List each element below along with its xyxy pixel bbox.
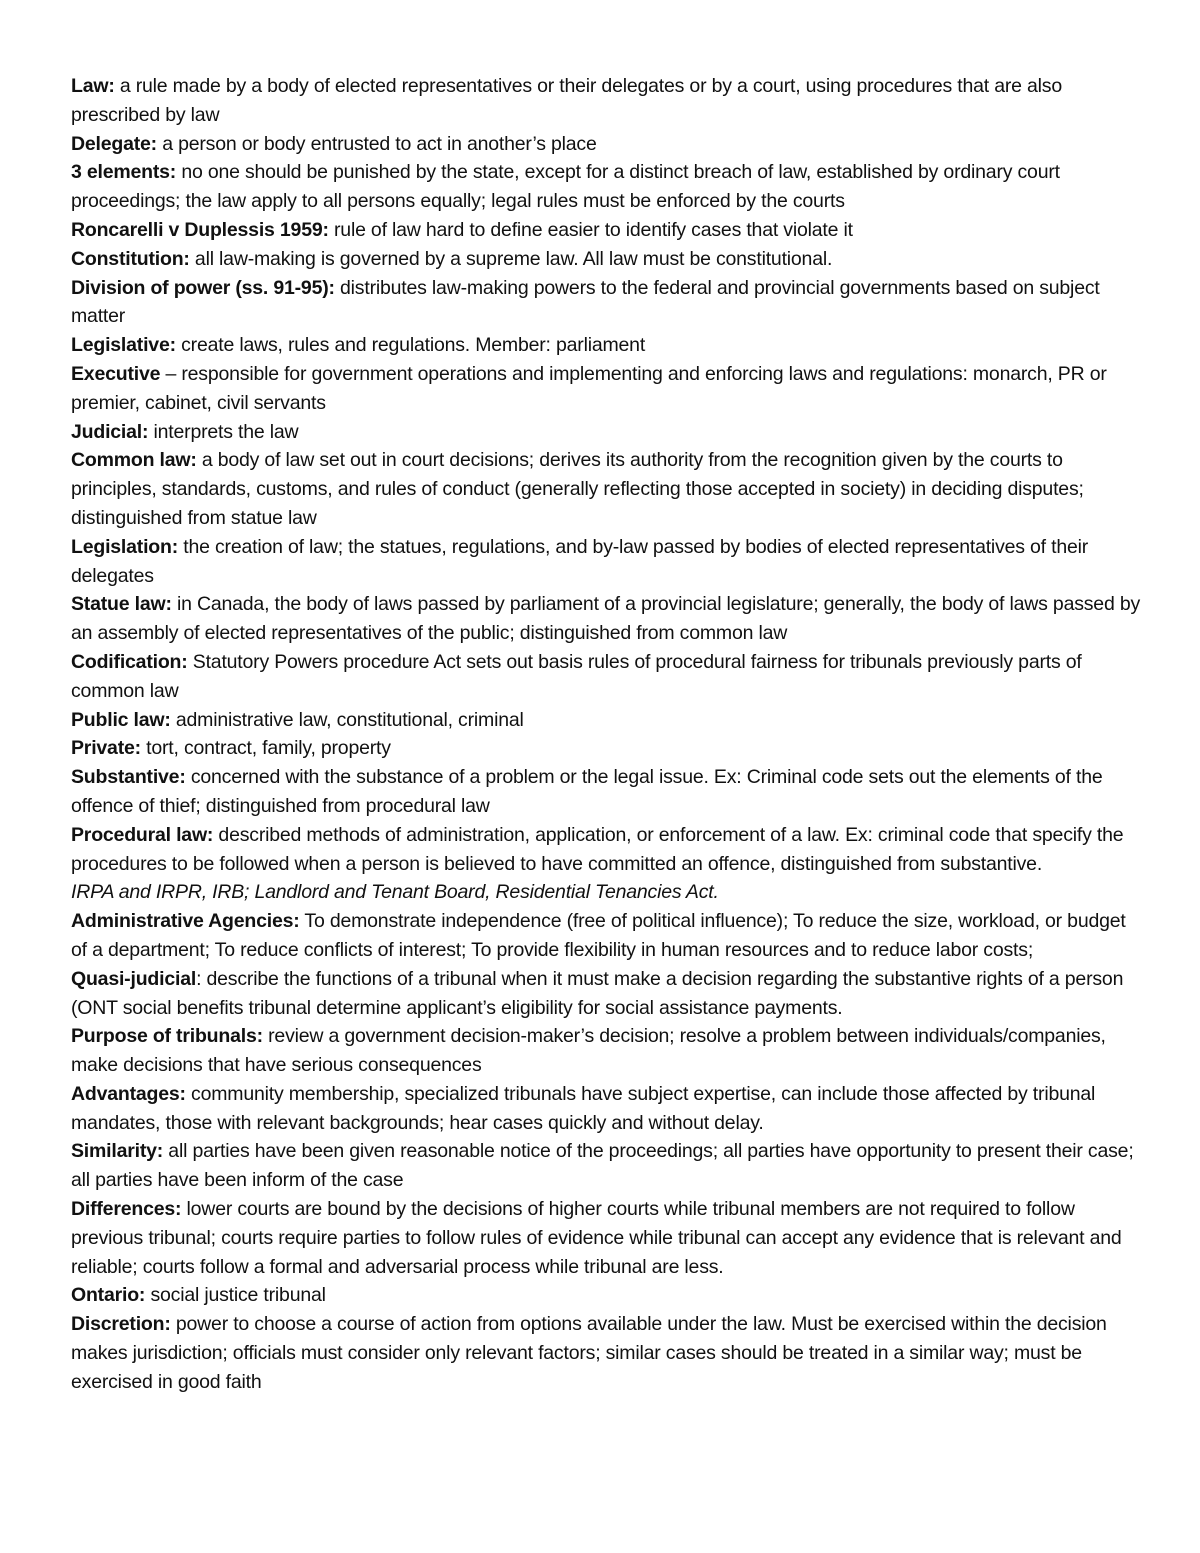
entry-roncarelli (71, 216, 1141, 245)
definition-text: the creation of law; the statues, regulations, and by-law passed by bodies of elected representatives of their delegates (71, 535, 1089, 587)
definition-text: interprets the law (148, 420, 299, 443)
definition-text: described methods of administration, application, or enforcement of a law. Ex: criminal code that specify the procedures to be followed when a person is believed to have committed an offence, distinguished from substantive. (71, 823, 1124, 875)
term-label: Substantive: (71, 766, 186, 789)
term-label: Administrative Agencies: (71, 910, 300, 933)
term-label: Common law: (71, 449, 197, 472)
term-label: Constitution: (71, 247, 190, 270)
entry-purpose-of-tribunals (71, 1022, 1141, 1080)
entry-division-of-power (71, 274, 1141, 332)
term-label: Legislative: (71, 334, 176, 357)
definition-text: – responsible for government operations and implementing and enforcing laws and regulations: monarch, PR or premier, cabinet, civil servants (71, 362, 1107, 414)
definition-text: : describe the functions of a tribunal when it must make a decision regarding the substantive rights of a person (ONT social benefits tribunal determine applicant’s eligibility for social assistance payments. (71, 967, 1124, 1019)
definition-text: all parties have been given reasonable notice of the proceedings; all parties have opportunity to present their case; all parties have been inform of the case (71, 1140, 1134, 1192)
term-label: Similarity: (71, 1140, 164, 1163)
document-page (71, 72, 1141, 1397)
term-label: 3 elements: (71, 161, 177, 184)
entry-quasi-judicial (71, 965, 1141, 1023)
definition-text: a body of law set out in court decisions; derives its authority from the recognition given by the courts to principles, standards, customs, and rules of conduct (generally reflecting those accepted in society) in deciding disputes; distinguished from statue law (71, 449, 1084, 529)
definition-text: a rule made by a body of elected representatives or their delegates or by a court, using procedures that are also prescribed by law (71, 75, 1062, 126)
definition-text: administrative law, constitutional, criminal (170, 708, 524, 731)
definition-text: no one should be punished by the state, except for a distinct breach of law, established by ordinary court proceedings; the law apply to all persons equally; legal rules must be enforced by the courts (71, 161, 1060, 213)
definition-text: lower courts are bound by the decisions of higher courts while tribunal members are not required to follow previous tribunal; courts require parties to follow rules of evidence while tribunal can accept any evidence that is relevant and reliable; courts follow a formal and adversarial process while tribunal are less. (71, 1198, 1122, 1278)
term-label: Public law: (71, 708, 171, 731)
italic-examples-line: IRPA and IRPR, IRB; Landlord and Tenant Board, Residential Tenancies Act. (71, 881, 719, 904)
definition-text: social justice tribunal (145, 1284, 326, 1307)
entry-administrative-agencies (71, 907, 1141, 965)
term-label: Ontario: (71, 1284, 146, 1307)
entry-substantive (71, 763, 1141, 821)
term-label: Roncarelli v Duplessis 1959: (71, 218, 329, 241)
definition-text: all law-making is governed by a supreme law. All law must be constitutional. (189, 247, 833, 270)
term-label: Purpose of tribunals: (71, 1025, 263, 1048)
entry-legislative (71, 331, 1141, 360)
entry-constitution (71, 245, 1141, 274)
term-label: Law: (71, 75, 115, 97)
entry-differences (71, 1195, 1141, 1281)
entry-common-law (71, 446, 1141, 532)
entry-advantages (71, 1080, 1141, 1138)
entry-delegate (71, 130, 1141, 159)
definition-text: To demonstrate independence (free of political influence); To reduce the size, workload, or budget of a department; To reduce conflicts of interest; To provide flexibility in human resources and to reduce labor costs; (71, 910, 1126, 961)
term-label: Differences: (71, 1198, 182, 1221)
definition-text: concerned with the substance of a problem or the legal issue. Ex: Criminal code sets out the elements of the offence of thief; distinguished from procedural law (71, 766, 1103, 817)
term-label: Statue law: (71, 593, 172, 616)
entry-statue-law (71, 590, 1141, 648)
entry-private (71, 734, 1141, 763)
definition-text: Statutory Powers procedure Act sets out basis rules of procedural fairness for tribunals previously parts of common law (71, 650, 1082, 702)
entry-similarity (71, 1137, 1141, 1195)
term-label: Discretion: (71, 1313, 171, 1336)
term-label: Executive (71, 362, 161, 385)
term-label: Private: (71, 737, 141, 760)
definition-text: in Canada, the body of laws passed by parliament of a provincial legislature; generally, the body of laws passed by an assembly of elected representatives of the public; distinguished from common law (71, 593, 1141, 645)
definition-text: distributes law-making powers to the federal and provincial governments based on subject matter (71, 276, 1100, 328)
term-label: Advantages: (71, 1082, 186, 1105)
term-label: Procedural law: (71, 823, 214, 846)
entry-ontario (71, 1281, 1141, 1310)
definition-text: create laws, rules and regulations. Member: parliament (175, 334, 646, 357)
definition-text: tort, contract, family, property (140, 737, 391, 760)
term-label: Judicial: (71, 420, 149, 443)
definition-text: review a government decision-maker’s decision; resolve a problem between individuals/companies, make decisions that have serious consequences (71, 1025, 1106, 1077)
entry-discretion (71, 1310, 1141, 1396)
definition-text: power to choose a course of action from options available under the law. Must be exercised within the decision makes jurisdiction; officials must consider only relevant factors; similar cases should be treated in a similar way; must be exercised in good faith (71, 1313, 1107, 1393)
term-label: Codification: (71, 650, 188, 673)
term-label: Quasi-judicial (71, 967, 197, 990)
term-label: Delegate: (71, 132, 157, 155)
definition-text: a person or body entrusted to act in another’s place (156, 132, 597, 155)
term-label: Division of power (ss. 91-95): (71, 276, 335, 299)
entry-law (71, 72, 1141, 130)
entry-3-elements (71, 158, 1141, 216)
entry-procedural-law (71, 821, 1141, 879)
definition-text: rule of law hard to define easier to identify cases that violate it (328, 218, 853, 241)
entry-judicial (71, 418, 1141, 447)
definition-text: community membership, specialized tribunals have subject expertise, can include those affected by tribunal mandates, those with relevant backgrounds; hear cases quickly and without delay. (71, 1082, 1096, 1134)
entry-codification (71, 648, 1141, 706)
entry-legislation (71, 533, 1141, 591)
entry-executive (71, 360, 1141, 418)
term-label: Legislation: (71, 535, 179, 558)
entry-public-law (71, 706, 1141, 735)
